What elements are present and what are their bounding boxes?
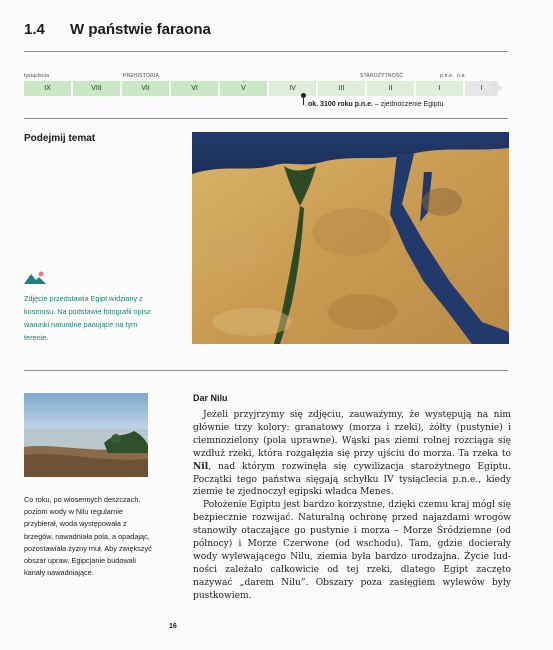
article-keyword: Nil [193, 460, 209, 472]
timeline-arrow-icon [493, 81, 503, 95]
timeline-segment: VI [171, 81, 218, 96]
topic-heading: Podejmij temat [24, 133, 96, 144]
nile-flood-photo [24, 393, 148, 477]
section-title: W państwie faraona [70, 21, 211, 38]
timeline-segment: IX [24, 81, 71, 96]
timeline-segment: III [318, 81, 365, 96]
article-text: Jeżeli przyjrzymy się zdjęciu, zauważymy, że występują na nim głównie trzy kolory: granatowy (morza i rzeki), żółty (pustynie) i ciemnozielony (pola uprawne). Wąski pas ziemi rolnej rozciąga się wzdłuż rzeki, która rozgałęzia się przy ujściu do morza. Ta rzeka to [193, 410, 511, 459]
timeline-marker-line [303, 96, 304, 105]
timeline-bar [24, 81, 504, 96]
timeline-note-event: – zjednoczenie Egiptu [372, 101, 444, 108]
article-paragraph-1 [193, 409, 511, 499]
sidebar-note: Co roku, po wiosennych deszczach, poziom wody w Nilu regularnie przybierał, woda występowała z brzegów, nawadniała pola, a opadając, pozostawiała żyzny muł. Aby zwiększyć obszar upraw, Egipcjanie budowali kanały nawadniające. [24, 495, 152, 578]
timeline-segment: II [367, 81, 414, 96]
article-paragraph-2: Położenie Egiptu jest bardzo korzystne, dzięki czemu kraj mógł się bezpiecznie rozwijać. Naturalną ochronę przed najazdami wrogów stanowiły otaczające go pustynie i morza – Morze Śródziemne (od północy) i Morze Czerwone (od wschodu). Tam, gdzie docierały wody wylewającego Nilu, ziemia była bardzo urodzajna. Życie ludności zależało całkowicie od tej rzeki, dlatego Egipt zaczęto nazywać „darem Nilu”. Obszary poza zasięgiem wylewów były pustkowiem. [193, 500, 511, 601]
timeline-divider [24, 118, 508, 119]
header-divider [24, 51, 508, 52]
article-text: , nad którym rozwinęła się cywilizacja starożytnego Egiptu. Początki tego państwa sięgają schyłku IV tysiąclecia p.n.e., kiedy ziemie te zjednoczył egipski władca Menes. [193, 461, 511, 498]
timeline-note [308, 101, 443, 108]
timeline-segment: V [220, 81, 267, 96]
timeline-era-antiquity: STAROŻYTNOŚĆ [360, 73, 404, 79]
timeline-segment: VIII [73, 81, 120, 96]
article-body [193, 409, 511, 603]
timeline-ad-label: n.e. [457, 73, 467, 79]
timeline-segment: IV [269, 81, 316, 96]
timeline-segment: I [465, 81, 498, 96]
timeline-bc-label: p.n.e. [440, 73, 454, 79]
section-number: 1.4 [24, 21, 45, 38]
photo-caption: Zdjęcie przedstawia Egipt widziany z kosmosu. Na podstawie fotografii opisz warunki naturalne panujące na tym terenie. [24, 294, 151, 342]
timeline-segment: VII [122, 81, 169, 96]
timeline-note-date: ok. 3100 roku p.n.e. [308, 101, 373, 108]
timeline-unit-label: tysiąclecia [24, 73, 50, 79]
mountain-photo-icon [24, 270, 46, 284]
timeline-segment: I [416, 81, 463, 96]
section-divider [24, 370, 508, 371]
page-number: 16 [169, 623, 177, 630]
article-heading: Dar Nilu [193, 393, 228, 403]
timeline-era-prehistory: PREHISTORIA [123, 73, 160, 79]
satellite-image-egypt [192, 132, 509, 344]
